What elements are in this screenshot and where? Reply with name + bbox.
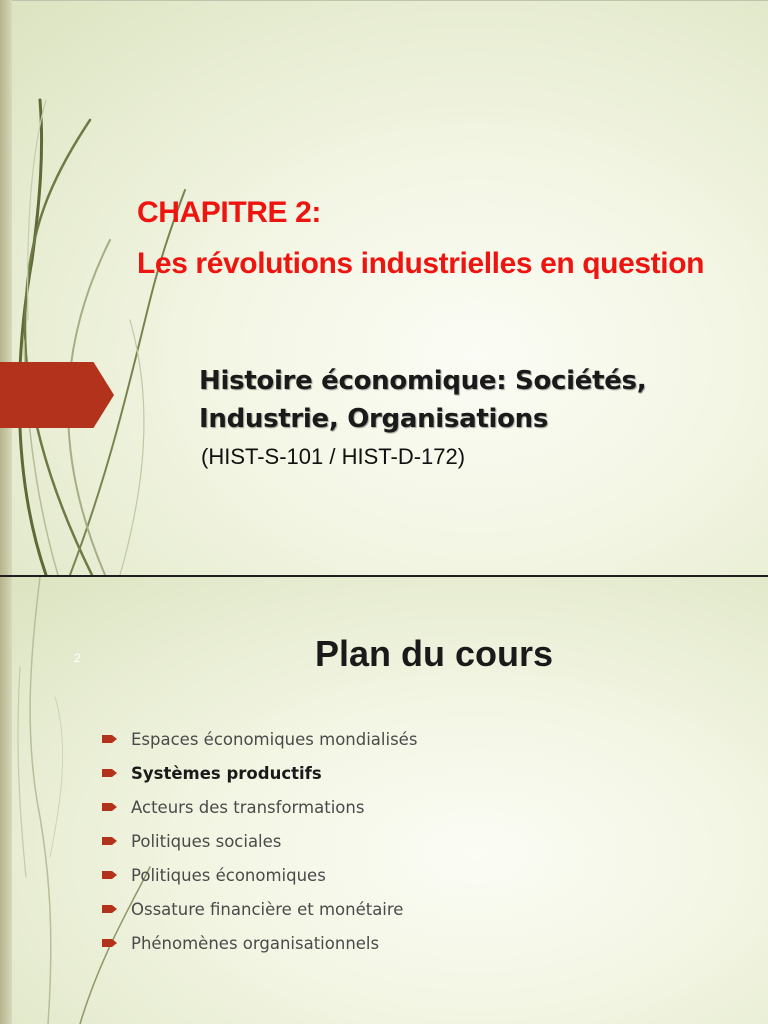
- course-title-line1: Histoire économique: Sociétés,: [199, 366, 647, 396]
- slide-number: 2: [74, 651, 81, 665]
- course-title-line2: Industrie, Organisations: [199, 404, 549, 434]
- bullet-arrow-icon: [102, 869, 118, 881]
- slide-title: Plan du cours: [315, 633, 554, 674]
- outline-item-label: Acteurs des transformations: [131, 797, 365, 817]
- bullet-arrow-icon: [102, 801, 118, 813]
- slide-arrow-marker: [0, 362, 114, 428]
- left-decor-band: [0, 577, 12, 1024]
- slide-top-border: [0, 0, 768, 1]
- bullet-arrow-icon: [102, 767, 118, 779]
- outline-item-label: Politiques sociales: [131, 831, 282, 851]
- course-code: (HIST-S-101 / HIST-D-172): [201, 444, 466, 469]
- outline-item: [102, 824, 417, 858]
- outline-item: [102, 756, 417, 790]
- outline-item: [102, 790, 417, 824]
- outline-item-label: Phénomènes organisationnels: [131, 933, 380, 953]
- outline-item: [102, 722, 417, 756]
- bullet-arrow-icon: [102, 733, 118, 745]
- bullet-arrow-icon: [102, 903, 118, 915]
- bullet-arrow-icon: [102, 835, 118, 847]
- chapter-title: Les révolutions industrielles en question: [137, 247, 705, 280]
- outline-item-label: Espaces économiques mondialisés: [131, 729, 418, 749]
- left-decor-band: [0, 0, 12, 575]
- outline-item: [102, 892, 417, 926]
- outline-item-label: Ossature financière et monétaire: [131, 899, 404, 919]
- bullet-arrow-icon: [102, 937, 118, 949]
- outline-item-label: Politiques économiques: [131, 865, 326, 885]
- outline-item: [102, 926, 417, 960]
- outline-item: [102, 858, 417, 892]
- outline-item-label: Systèmes productifs: [131, 763, 322, 783]
- course-outline-list: [102, 722, 417, 960]
- chapter-number: CHAPITRE 2:: [137, 196, 321, 229]
